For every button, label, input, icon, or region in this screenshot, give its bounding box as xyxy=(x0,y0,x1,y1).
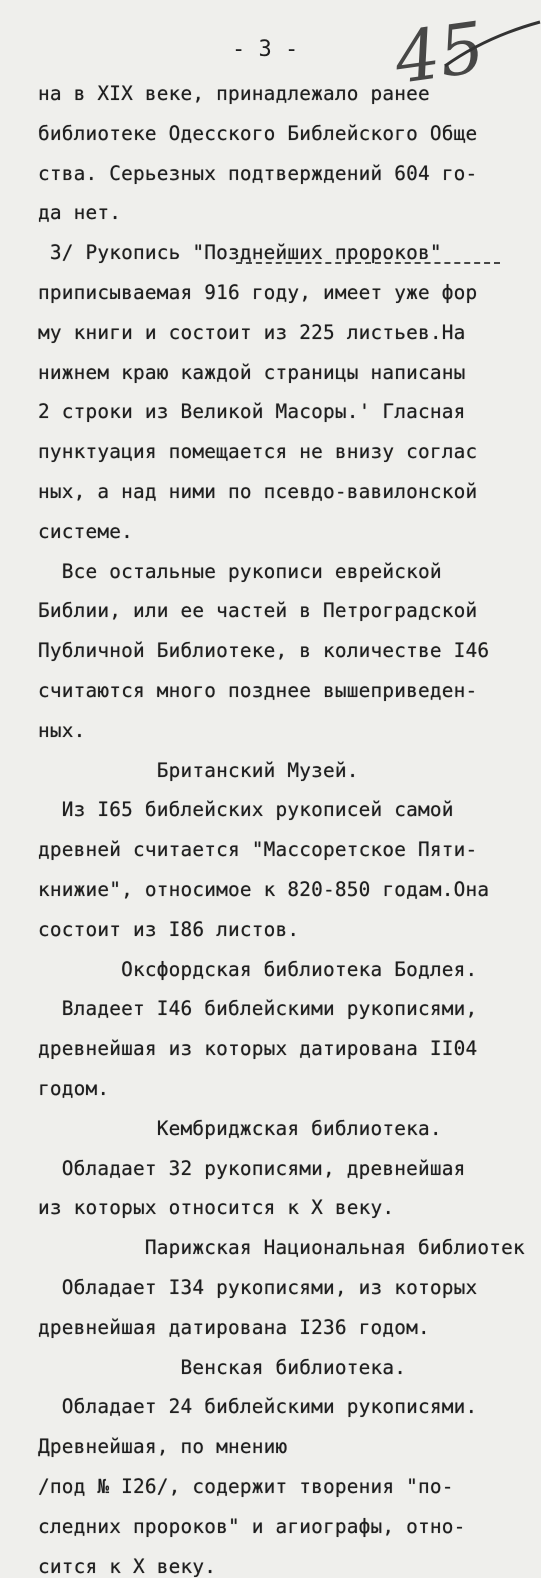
text-line: на в XIX веке, принадлежало ранее xyxy=(38,82,430,105)
text-line: Обладает I34 рукописями, из которых xyxy=(38,1276,478,1299)
text-line: Кембриджская библиотека. xyxy=(38,1116,442,1140)
text-line: Библии, или ее частей в Петроградской xyxy=(38,599,478,623)
text-line: Парижская Национальная библиотек xyxy=(38,1236,525,1260)
text-line: считаются много позднее вышеприведен- xyxy=(38,679,478,702)
text-line: из которых относится к X веку. xyxy=(38,1196,395,1220)
text-line: нижнем краю каждой страницы написаны xyxy=(38,360,466,384)
text-line: приписываемая 916 году, имеет уже фор xyxy=(38,281,478,304)
text-line: пунктуация помещается не внизу соглас xyxy=(38,440,478,464)
handwritten-folio-number: 45 xyxy=(389,6,490,100)
text-line: Древнейшая, по мнению xyxy=(38,1435,288,1459)
text-line: годом. xyxy=(38,1077,110,1100)
text-line: ства. Серьезных подтверждений 604 го- xyxy=(38,161,478,185)
text-line: библиотеке Одесского Библейского Обще xyxy=(38,121,478,145)
text-line: древнейшая из которых датирована II04 xyxy=(38,1037,478,1061)
text-line: сится к X веку. xyxy=(38,1554,217,1578)
text-line: книжие", относимое к 820-850 годам.Она xyxy=(38,878,490,901)
text-line: ных, а над ними по псевдо-вавилонской xyxy=(38,480,478,503)
page-number: - 3 - xyxy=(232,37,299,62)
text-line: древней считается "Массоретское Пяти- xyxy=(38,838,478,862)
text-line: Британский Музей. xyxy=(38,758,359,782)
handwritten-stroke xyxy=(440,18,541,88)
text-line: Публичной Библиотеке, в количестве I46 xyxy=(38,639,490,663)
text-line: Обладает 24 библейскими рукописями. xyxy=(38,1395,478,1419)
text-line: Все остальные рукописи еврейской xyxy=(38,559,442,583)
text-line: /под № I26/, содержит творения "по- xyxy=(38,1475,454,1498)
text-line: Владеет I46 библейскими рукописями, xyxy=(38,997,478,1021)
text-line: ных. xyxy=(38,718,86,742)
text-line: Венская библиотека. xyxy=(38,1355,407,1379)
text-line: Оксфордская библиотека Бодлея. xyxy=(38,957,478,981)
text-line: следних пророков" и агиографы, отно- xyxy=(38,1514,466,1538)
text-line: му книги и состоит из 225 листьев.На xyxy=(38,320,466,344)
text-line: системе. xyxy=(38,519,133,543)
text-line: 2 строки из Великой Масоры.' Гласная xyxy=(38,400,466,424)
text-line: Из I65 библейских рукописей самой xyxy=(38,798,454,822)
text-line: 3/ Рукопись "Позднейших пророков" xyxy=(38,241,442,265)
text-line: состоит из I86 листов. xyxy=(38,917,300,941)
text-line: древнейшая датирована I236 годом. xyxy=(38,1315,430,1339)
text-line: да нет. xyxy=(38,201,122,225)
text-line: Обладает 32 рукописями, древнейшая xyxy=(38,1156,466,1180)
